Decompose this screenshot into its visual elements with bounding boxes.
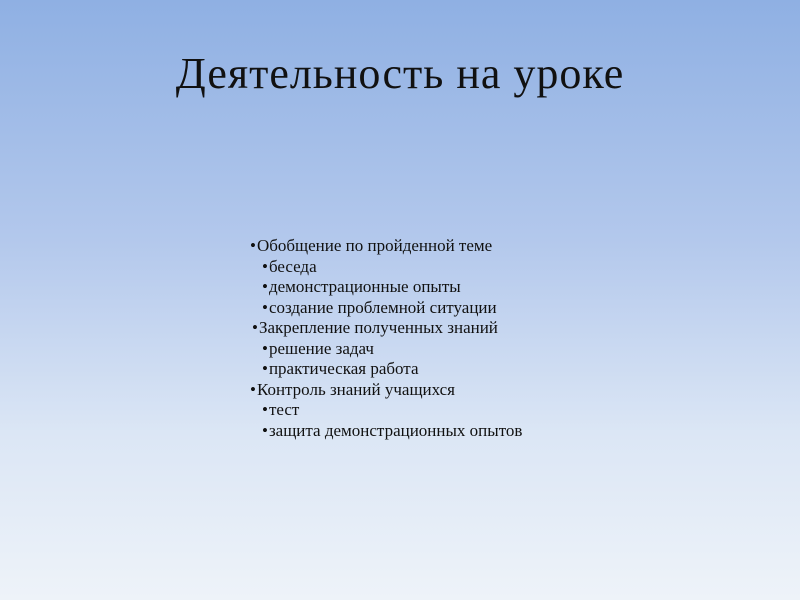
list-item xyxy=(250,257,770,278)
bullet-icon: • xyxy=(250,236,256,255)
bullet-icon: • xyxy=(262,297,268,317)
item-label: тест xyxy=(268,400,300,419)
bullet-icon: • xyxy=(262,400,268,419)
bullet-icon: • xyxy=(252,318,258,337)
section-label: Закрепление полученных знаний xyxy=(258,318,498,337)
item-label: практическая работа xyxy=(268,359,419,378)
list-item-section xyxy=(250,318,770,339)
bullet-icon: • xyxy=(250,379,256,399)
bullet-icon: • xyxy=(262,420,268,440)
list-item xyxy=(250,277,770,298)
item-label: демонстрационные опыты xyxy=(268,277,461,296)
section-label: Контроль знаний учащихся xyxy=(256,379,456,399)
list-item xyxy=(250,339,770,360)
bullet-icon: • xyxy=(262,256,268,276)
item-label: создание проблемной ситуации xyxy=(268,297,497,317)
list-item-section xyxy=(250,380,770,401)
bullet-list xyxy=(250,236,770,441)
bullet-icon: • xyxy=(262,359,268,378)
list-item-section xyxy=(250,236,770,257)
list-item xyxy=(250,298,770,319)
bullet-icon: • xyxy=(262,338,268,358)
item-label: защита демонстрационных опытов xyxy=(268,420,523,440)
section-label: Обобщение по пройденной теме xyxy=(256,236,493,255)
item-label: решение задач xyxy=(268,338,374,358)
item-label: беседа xyxy=(268,256,317,276)
slide-title: Деятельность на уроке xyxy=(175,49,625,98)
list-item xyxy=(250,359,770,380)
list-item xyxy=(250,400,770,421)
bullet-icon: • xyxy=(262,277,268,296)
list-item xyxy=(250,421,770,442)
